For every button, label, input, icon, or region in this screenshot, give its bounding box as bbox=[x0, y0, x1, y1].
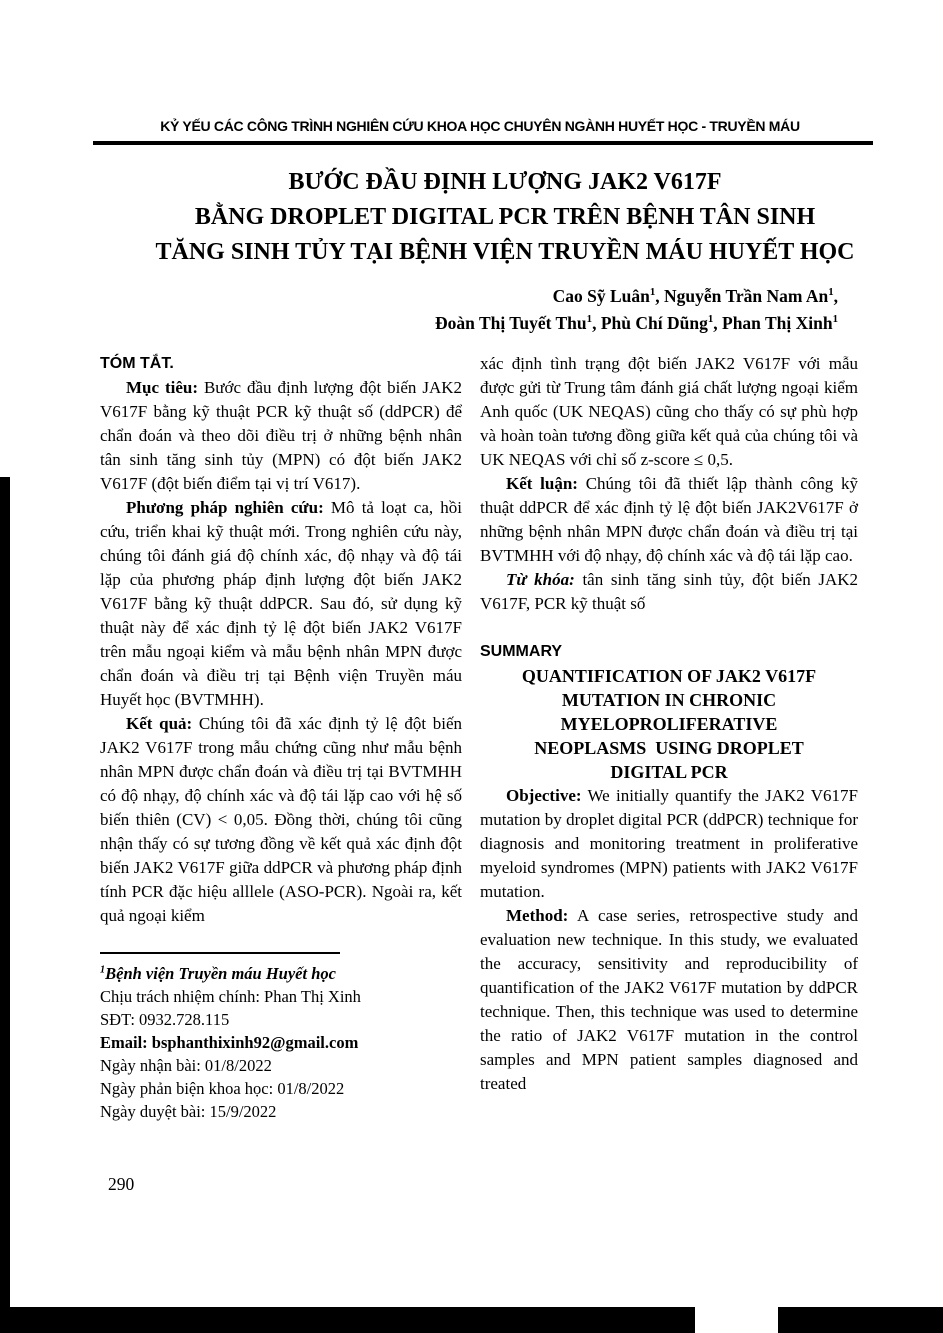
paragraph-lead: Objective: bbox=[506, 786, 582, 805]
header-rule bbox=[93, 141, 873, 145]
paragraph: Kết luận: Chúng tôi đã thiết lập thành công kỹ thuật ddPCR để xác định tỷ lệ đột biến JAK2V617F ở những bệnh nhân MPN được chẩn đoán và điều trị tại BVTMHH với độ nhạy, độ chính xác và độ tái lặp cao. bbox=[480, 474, 858, 565]
article-title-line: BẰNG DROPLET DIGITAL PCR TRÊN BỆNH TÂN SINH bbox=[194, 204, 816, 230]
summary-title-line: NEOPLASMS USING DROPLET bbox=[534, 738, 804, 758]
right-column bbox=[480, 352, 858, 1123]
running-header bbox=[100, 118, 860, 134]
footnote-line: Ngày nhận bài: 01/8/2022 bbox=[100, 1056, 272, 1075]
author-superscript: 1 bbox=[828, 286, 834, 299]
footnote-line: SĐT: 0932.728.115 bbox=[100, 1010, 230, 1029]
summary-title-line: QUANTIFICATION OF JAK2 V617F bbox=[521, 666, 817, 686]
summary-title bbox=[480, 664, 858, 784]
author-line: Cao Sỹ Luân$^1$, Nguyễn Trần Nam An$^1$, bbox=[552, 286, 838, 306]
abstract-paragraphs bbox=[100, 376, 462, 928]
paragraph-lead: Phương pháp nghiên cứu: bbox=[126, 498, 324, 517]
article-title bbox=[115, 165, 895, 270]
author-superscript: 1 bbox=[832, 313, 838, 326]
paragraph-lead: Kết luận: bbox=[506, 474, 578, 493]
paragraph-lead: Method: bbox=[506, 906, 569, 925]
summary-title-line: MUTATION IN CHRONIC bbox=[561, 690, 777, 710]
paragraph: Phương pháp nghiên cứu: Mô tả loạt ca, hồi cứu, triển khai kỹ thuật mới. Trong nghiên cứu này, chúng tôi đánh giá độ chính xác, độ nhạy và độ tái lặp của phương pháp định lượng đột biến JAK2 V617F bằng kỹ thuật ddPCR. Sau đó, sử dụng kỹ thuật này để xác định tỷ lệ đột biến JAK2 V617F trên mẫu ngoại kiểm và mẫu bệnh nhân MPN được chẩn đoán và điều trị tại Bệnh viện Truyền máu Huyết học (BVTMHH). bbox=[100, 498, 462, 709]
footnote-line: Ngày duyệt bài: 15/9/2022 bbox=[100, 1102, 277, 1121]
paragraph-lead: Mục tiêu: bbox=[126, 378, 199, 397]
affiliation-line bbox=[100, 962, 462, 985]
paragraph: Method: A case series, retrospective study and evaluation new technique. In this study, we evaluated the accuracy, sensitivity and reproducibility of quantification of the JAK2 V617F mutation by ddPCR technique. Then, this technique was used to determine the ratio of JAK2 V617F mutation in the control samples and MPN patient samples diagnosed and treated bbox=[480, 906, 858, 1093]
abstract-heading: TÓM TẮT. bbox=[100, 355, 174, 372]
paragraph: Từ khóa: tân sinh tăng sinh tủy, đột biến JAK2 V617F, PCR kỹ thuật số bbox=[480, 570, 859, 613]
summary-heading: SUMMARY bbox=[480, 643, 563, 660]
affiliation-text: Bệnh viện Truyền máu Huyết học bbox=[105, 964, 336, 983]
footnote-block bbox=[100, 952, 462, 1123]
page-number: 290 bbox=[108, 1174, 135, 1194]
footnote-lines bbox=[100, 985, 462, 1123]
abstract-continued-paragraphs bbox=[480, 352, 858, 616]
footnote-rule bbox=[100, 952, 340, 954]
scan-border-bottom bbox=[0, 1307, 943, 1333]
article-title-line: TĂNG SINH TỦY TẠI BỆNH VIỆN TRUYỀN MÁU HUYẾT HỌC bbox=[155, 239, 855, 265]
footnote-line: Email: bsphanthixinh92@gmail.com bbox=[100, 1033, 359, 1052]
summary-paragraphs bbox=[480, 784, 858, 1096]
footnote-line: Ngày phản biện khoa học: 01/8/2022 bbox=[100, 1079, 345, 1098]
journal-header-text: KỶ YẾU CÁC CÔNG TRÌNH NGHIÊN CỨU KHOA HỌC CHUYÊN NGÀNH HUYẾT HỌC - TRUYỀN MÁU bbox=[160, 118, 800, 134]
footnote-body bbox=[100, 962, 462, 1123]
paragraph: Objective: We initially quantify the JAK2 V617F mutation by droplet digital PCR (ddPCR) technique for diagnosis and monitoring treatment in proliferative myeloid syndromes (MPN) patients with JAK2 V617F mutation. bbox=[480, 786, 858, 901]
paragraph-lead: Từ khóa: bbox=[506, 570, 575, 589]
paragraph-lead: Kết quả: bbox=[126, 714, 193, 733]
author-superscript: 1 bbox=[586, 313, 593, 326]
affiliation-superscript: 1 bbox=[100, 964, 106, 976]
article-title-line: BƯỚC ĐẦU ĐỊNH LƯỢNG JAK2 V617F bbox=[288, 169, 722, 195]
summary-title-line: DIGITAL PCR bbox=[610, 762, 728, 782]
footnote-line: Chịu trách nhiệm chính: Phan Thị Xinh bbox=[100, 987, 361, 1006]
left-column bbox=[100, 352, 462, 1123]
author-line: Đoàn Thị Tuyết Thu$^1$, Phù Chí Dũng$^1$, Phan Thị Xinh$^1$ bbox=[435, 313, 838, 333]
two-column-body bbox=[100, 352, 858, 1123]
summary-title-line: MYELOPROLIFERATIVE bbox=[560, 714, 778, 734]
paragraph: Kết quả: Chúng tôi đã xác định tỷ lệ đột biến JAK2 V617F trong mẫu chứng cũng như mẫu bệnh nhân MPN được chẩn đoán và điều trị tại BVTMHH có độ nhạy, độ chính xác và độ tái lặp cao với hệ số biến thiên (CV) < 0,05. Đồng thời, chúng tôi cũng nhận thấy có sự tương đồng về kết quả xác định đột biến JAK2 V617F giữa ddPCR và phương pháp định tính PCR đặc hiệu alllele (ASO-PCR). Ngoài ra, kết quả ngoại kiểm bbox=[100, 714, 462, 925]
author-superscript: 1 bbox=[649, 286, 656, 299]
scan-border-notch bbox=[695, 1307, 778, 1333]
scan-border-left bbox=[0, 477, 10, 1333]
paragraph: Mục tiêu: Bước đầu định lượng đột biến JAK2 V617F bằng kỹ thuật PCR kỹ thuật số (ddPCR) để chẩn đoán và theo dõi điều trị ở những bệnh nhân tân sinh tăng sinh tủy (MPN) có đột biến JAK2 V617F (đột biến điểm tại vị trí V617). bbox=[100, 378, 463, 493]
authors-block bbox=[300, 283, 838, 337]
paragraph: xác định tình trạng đột biến JAK2 V617F với mẫu được gửi từ Trung tâm đánh giá chất lượng ngoại kiểm Anh quốc (UK NEQAS) cũng cho thấy có sự phù hợp và hoàn toàn tương đồng giữa kết quả của chúng tôi và UK NEQAS với chỉ số z-score ≤ 0,5. bbox=[480, 354, 858, 469]
author-superscript: 1 bbox=[707, 313, 714, 326]
